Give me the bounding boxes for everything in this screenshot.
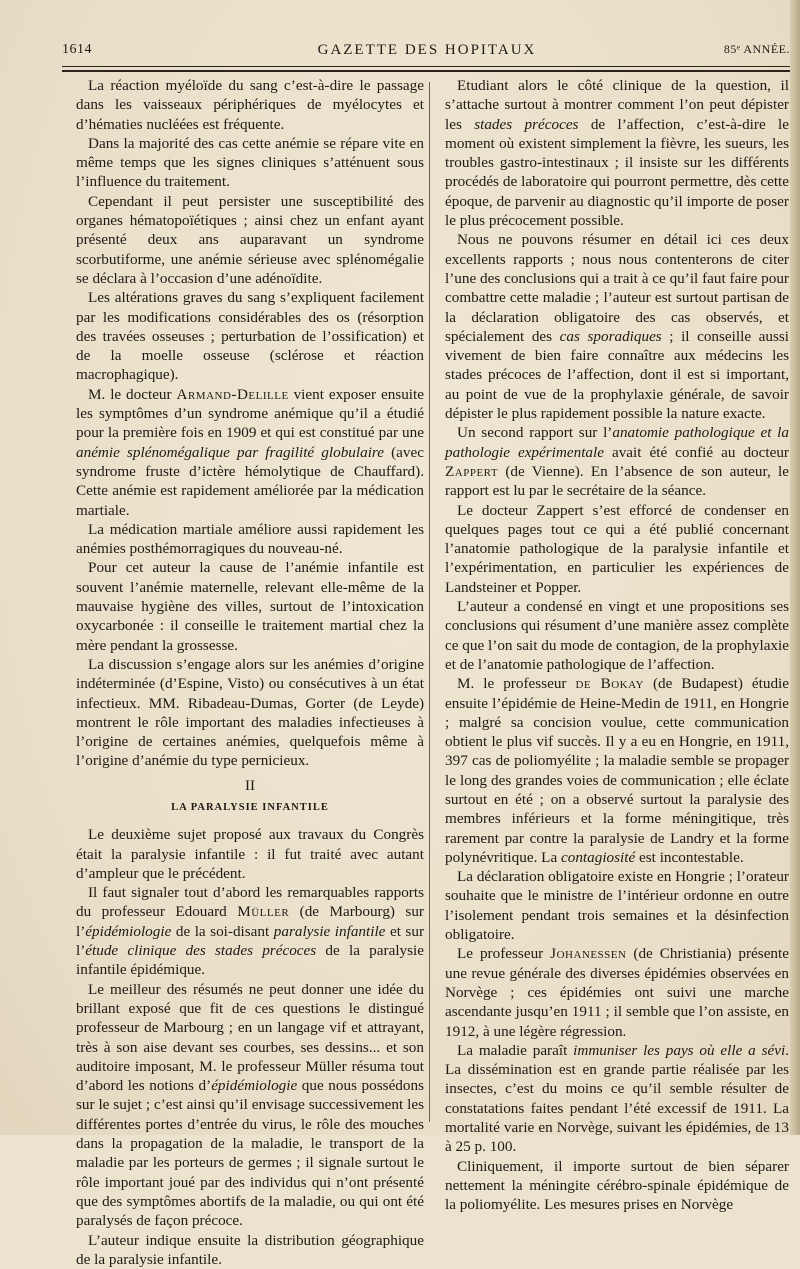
text-run: Etudiant alors le côté clinique de la question, il s’attache surtout à montrer comment l’on peut dépister les <box>445 77 789 133</box>
section-number: II <box>245 777 255 794</box>
paragraph: La réaction myéloïde du sang c’est-à-dire le passage dans les vaisseaux périphériques de myélocytes et d’hématies nucléées est fréquente. <box>76 77 424 133</box>
right-column <box>445 76 789 1215</box>
left-column <box>76 76 424 1269</box>
emphasis: anatomie pathologique et la pathologie expérimentale <box>445 424 789 461</box>
author-name: Johanessen <box>550 945 627 963</box>
page-number: 1614 <box>62 42 92 57</box>
author-name: Armand-Delille <box>176 385 289 403</box>
text-run: que nous possédons sur le sujet ; c’est ainsi qu’il envisage successivement les différentes portes d’entrée du virus, le rôle des mouches dans la propagation de la maladie, le transport de la maladie par les porteurs de germes ; il signale surtout le rôle important joué par des individus qui n’ont présenté que des symptômes abortifs de la maladie, ou qui ont été paralysés de façon précoce. <box>76 1077 424 1230</box>
text-run: Le meilleur des résumés ne peut donner une idée du brillant exposé que fit de ces questions le distingué professeur de Marbourg ; en un langage vif et attrayant, très à son aise devant ses courbes, ses dessins... et son auditoire imposant, M. le professeur Müller résuma tout d’abord les notions d’ <box>76 980 424 1095</box>
paragraph <box>76 883 424 979</box>
emphasis: paralysie infantile <box>273 922 386 940</box>
paragraph <box>445 674 789 867</box>
paragraph <box>445 230 789 423</box>
text-run: La maladie paraît <box>457 1041 574 1059</box>
emphasis: contagiosité <box>560 848 636 866</box>
section-title: LA PARALYSIE INFANTILE <box>171 801 329 813</box>
paragraph: Le docteur Zappert s’est efforcé de condenser en quelques pages tout ce qui a été publié concernant l’anatomie pathologique de la paralysie infantile et l’expérimentation, en particulier les expériences de Landsteiner et Popper. <box>445 501 789 596</box>
emphasis: immuniser les pays où elle a sévi <box>573 1041 786 1059</box>
paragraph: Cependant il peut persister une susceptibilité des organes hématopoïétiques ; ainsi chez un enfant ayant présenté deux ans auparavant un syndrome scorbutiforme, une anémie sérieuse avec splénomégalie se déclara à l’occasion d’une adénoïdite. <box>76 192 424 287</box>
author-name: Müller <box>237 903 290 921</box>
author-name: Zappert <box>445 462 499 480</box>
text-run: Nous ne pouvons résumer en détail ici ces deux excellents rapports ; nous nous contenterons de citer l’une des conclusions qui a trait à ce qu’il faut faire pour combattre cette maladie ; l’auteur est surtout partisan de la déclaration obligatoire des cas observés, et spécialement des <box>445 231 789 345</box>
emphasis: anémie splénomégalique par fragilité globulaire <box>76 443 384 461</box>
text-run: M. le docteur <box>88 385 177 403</box>
text-run: vient exposer ensuite les symptômes d’un syndrome anémique qu’il a étudié pour la première fois en 1909 et qui est constitué par une <box>76 385 424 442</box>
paragraph <box>445 76 789 230</box>
page-edge-shadow <box>790 0 800 1135</box>
text-run: de l’affection, c’est-à-dire le moment où existent simplement la fièvre, les sueurs, les troubles gastro-intestinaux ; il insiste sur les différents procédés de laboratoire qui pourront permettre, dès cette époque, de parvenir au diagnostic qu’il importe de poser le plus précocement possible. <box>445 115 789 230</box>
text-run: de la soi-disant <box>171 922 274 940</box>
page-header <box>62 42 792 62</box>
paragraph: Les altérations graves du sang s’expliquent facilement par les modifications considérables des os (résorption des travées osseuses ; perturbation de l’ossification) et de la moelle osseuse (sclérose et réaction macrophagique). <box>76 289 424 384</box>
text-run: . La dissémination est en grande partie réalisée par les insectes, c’est du moins ce qu’il semble résulter de constatations faites pendant l’été excessif de 1911. La mortalité varie en Norvège, suivant les épidémies, de 13 à 25 p. 100. <box>445 1041 789 1156</box>
paragraph: L’auteur indique ensuite la distribution géographique de la paralysie infantile. <box>76 1231 424 1268</box>
text-run: et sur l’ <box>76 922 424 960</box>
paragraph: La médication martiale améliore aussi rapidement les anémies posthémorragiques du nouveau-né. <box>76 520 424 558</box>
paragraph <box>76 980 424 1231</box>
text-run: (de Christiania) présente une revue générale des diverses épidémies observées en Norvège ; ces épidémies ont suivi une marche ascendante jusqu’en 1911 ; il semble que l’on assiste, en 1912, à une légère régression. <box>445 945 789 1040</box>
text-run: (de Vienne). En l’absence de son auteur, le rapport est lu par le secrétaire de la séance. <box>445 462 789 500</box>
text-run: (de Marbourg) sur l’ <box>76 903 424 940</box>
header-rule-thin <box>62 66 792 67</box>
text-run: (de Budapest) étudie ensuite l’épidémie de Heine-Medin de 1911, en Hongrie ; malgré sa concision voulue, cette communication obtient le plus vif succès. Il y a eu en Hongrie, en 1911, 397 cas de poliomyélite ; la maladie semble se propager le long des grandes voies de communication ; elle éclate surtout en été ; on a observé surtout la paralysie des membres inférieurs et la forme méningitique, très rarement par contre la paralysie de Landry et la forme polynévritique. La <box>445 675 790 866</box>
paragraph: L’auteur a condensé en vingt et une propositions ses conclusions qui résument d’une manière assez complète ce que l’on sait du mode de contagion, de la prophylaxie et de l’anatomie pathologique de l’affection. <box>445 598 789 673</box>
text-run: (avec syndrome fruste d’ictère hémolytique de Chauffard). Cette anémie est rapidement améliorée par la médication martiale. <box>76 443 424 519</box>
paragraph: La déclaration obligatoire existe en Hongrie ; l’orateur souhaite que le ministre de l’intérieur ordonne en outre l’isolement pendant trois semaines et la désinfection obligatoire. <box>445 868 789 944</box>
emphasis: stades précoces <box>474 115 579 133</box>
paragraph: Dans la majorité des cas cette anémie se répare vite en même temps que les signes cliniques s’atténuent sous l’influence du traitement. <box>76 134 424 191</box>
text-run: de la paralysie infantile épidémique. <box>76 942 424 979</box>
text-run: Il faut signaler tout d’abord les remarquables rapports du professeur Edouard <box>76 884 424 921</box>
paragraph: Pour cet auteur la cause de l’anémie infantile est souvent l’anémie maternelle, relevant elle-même de la mauvaise hygiène des villes, surtout de l’intoxication oxycarbonée : il conseille le traitement martial chez la mère pendant la grossesse. <box>76 559 424 654</box>
text-run: Le professeur <box>457 945 551 963</box>
paragraph: Cliniquement, il importe surtout de bien séparer nettement la méningite cérébro-spinale épidémique de la poliomyélite. Les mesures prises en Norvège <box>445 1157 789 1214</box>
text-run: ; il conseille aussi vivement de bien faire connaître aux médecins les stades précoces de l’affection, dont il est si important, au point de vue de la prophylaxie générale, de savoir dépister le plus rapidement possible la nature exacte. <box>445 327 790 423</box>
emphasis: étude clinique des stades précoces <box>85 942 317 960</box>
volume-year: 85ᵉ ANNÉE. <box>723 42 790 56</box>
journal-title: GAZETTE DES HOPITAUX <box>317 42 537 58</box>
paragraph: Le deuxième sujet proposé aux travaux du Congrès était la paralysie infantile : il fut traité avec autant d’ampleur que le précédent. <box>76 826 424 882</box>
paragraph <box>445 1041 789 1157</box>
author-name: de Bokay <box>575 675 644 693</box>
paragraph <box>445 423 789 500</box>
emphasis: épidémiologie <box>85 922 172 940</box>
text-run: Un second rapport sur l’ <box>457 424 613 442</box>
text-run: est incontestable. <box>635 848 744 866</box>
emphasis: épidémiologie <box>211 1077 298 1095</box>
emphasis: cas sporadiques <box>559 327 662 345</box>
paragraph <box>445 944 789 1040</box>
text-run: avait été confié au docteur <box>603 443 789 461</box>
header-rule-thick <box>62 70 792 72</box>
paragraph: La discussion s’engage alors sur les anémies d’origine indéterminée (d’Espine, Visto) ou consécutives à un état infectieux. MM. Ribadeau-Dumas, Gorter (de Leyde) montrent le rôle important des maladies infectieuses à l’origine de certaines anémies, quelquefois même à l’origine d’anémie du type pernicieux. <box>76 655 424 770</box>
paragraph <box>76 385 424 520</box>
column-divider <box>429 82 430 1122</box>
text-run: M. le professeur <box>457 675 576 693</box>
